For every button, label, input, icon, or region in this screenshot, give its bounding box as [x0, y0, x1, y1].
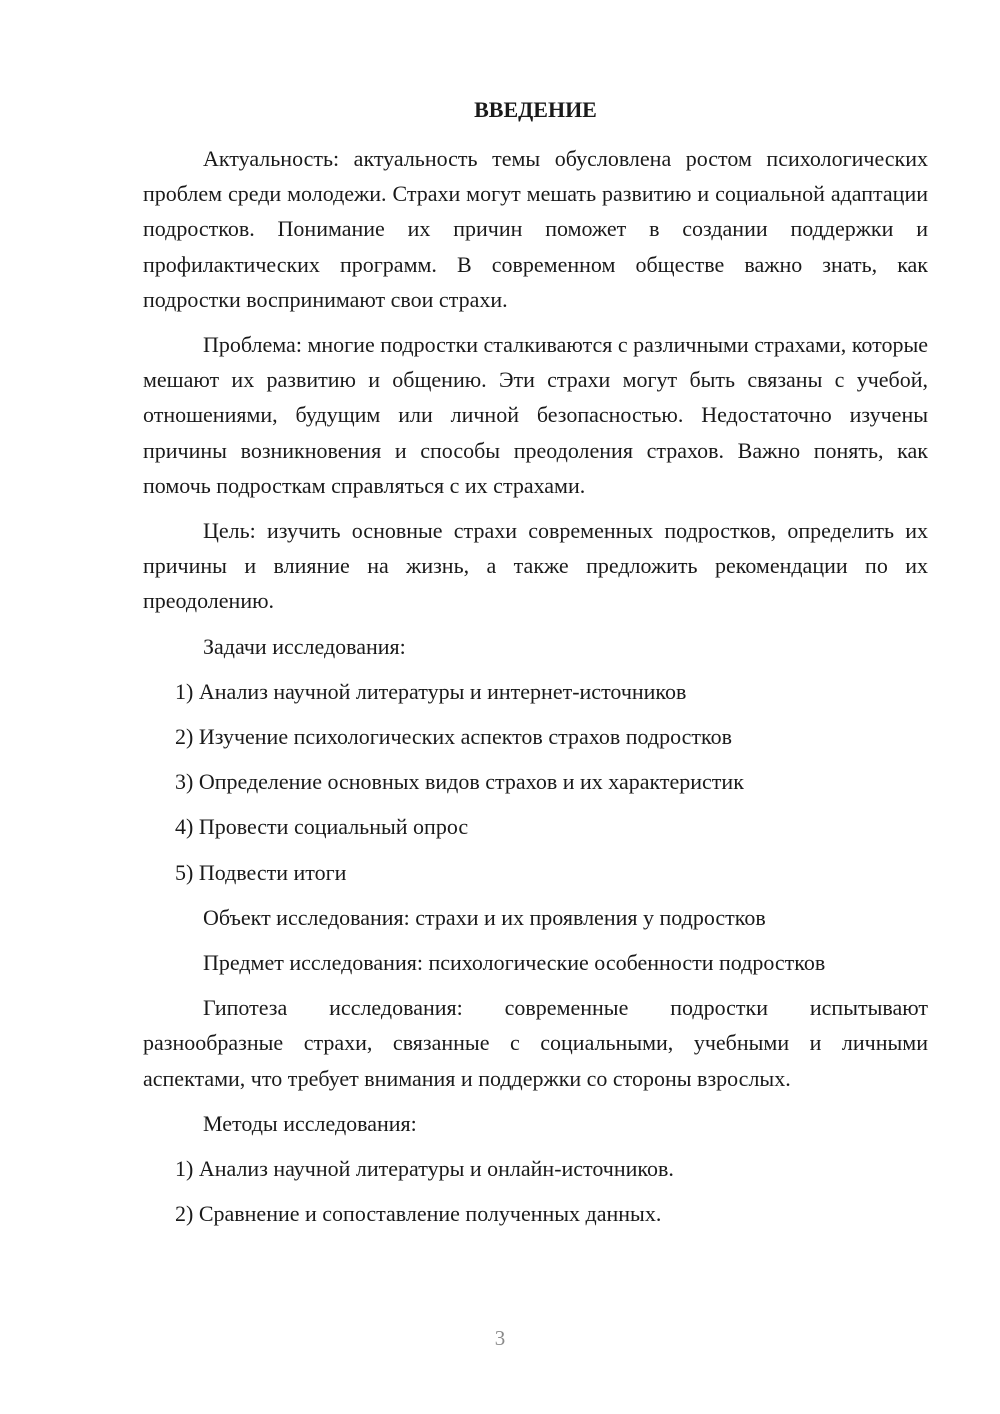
- list-item: 4) Провести социальный опрос: [175, 814, 469, 840]
- list-item: 2) Изучение психологических аспектов страхов подростков: [175, 724, 733, 750]
- subject-line: Предмет исследования: психологические особенности подростков: [203, 950, 826, 976]
- problem-paragraph: Проблема: многие подростки сталкиваются с различными страхами, которые мешают их развитию и общению. Эти страхи могут быть связаны с учебой, отношениями, будущим или личной безопасностью. Недостаточно изучены причины возникновения и способы преодоления страхов. Важно понять, как помочь подросткам справляться с их страхами.: [143, 332, 928, 498]
- page-number: 3: [494, 1326, 506, 1350]
- goal-paragraph: Цель: изучить основные страхи современных подростков, определить их причины и влияние на жизнь, а также предложить рекомендации по их преодолению.: [143, 518, 928, 614]
- tasks-heading: Задачи исследования:: [203, 633, 406, 659]
- document-page: [143, 92, 928, 1241]
- list-item: 5) Подвести итоги: [175, 859, 347, 885]
- tasks-list: [143, 674, 928, 890]
- relevance-paragraph: Актуальность: актуальность темы обусловлена ростом психологических проблем среди молодежи. Страхи могут мешать развитию и социальной адаптации подростков. Понимание их причин поможет в создании поддержки и профилактических программ. В современном обществе важно знать, как подростки воспринимают свои страхи.: [143, 146, 928, 312]
- list-item: 2) Сравнение и сопоставление полученных данных.: [175, 1201, 662, 1227]
- section-title: ВВЕДЕНИЕ: [474, 97, 597, 122]
- list-item: 1) Анализ научной литературы и онлайн-источников.: [175, 1156, 674, 1182]
- list-item: 1) Анализ научной литературы и интернет-источников: [175, 678, 687, 704]
- object-line: Объект исследования: страхи и их проявления у подростков: [203, 904, 766, 930]
- methods-list: [143, 1151, 928, 1231]
- methods-heading: Методы исследования:: [203, 1110, 417, 1136]
- list-item: 3) Определение основных видов страхов и их характеристик: [175, 769, 744, 795]
- hypothesis-paragraph: Гипотеза исследования: современные подростки испытывают разнообразные страхи, связанные с социальными, учебными и личными аспектами, что требует внимания и поддержки со стороны взрослых.: [143, 995, 928, 1091]
